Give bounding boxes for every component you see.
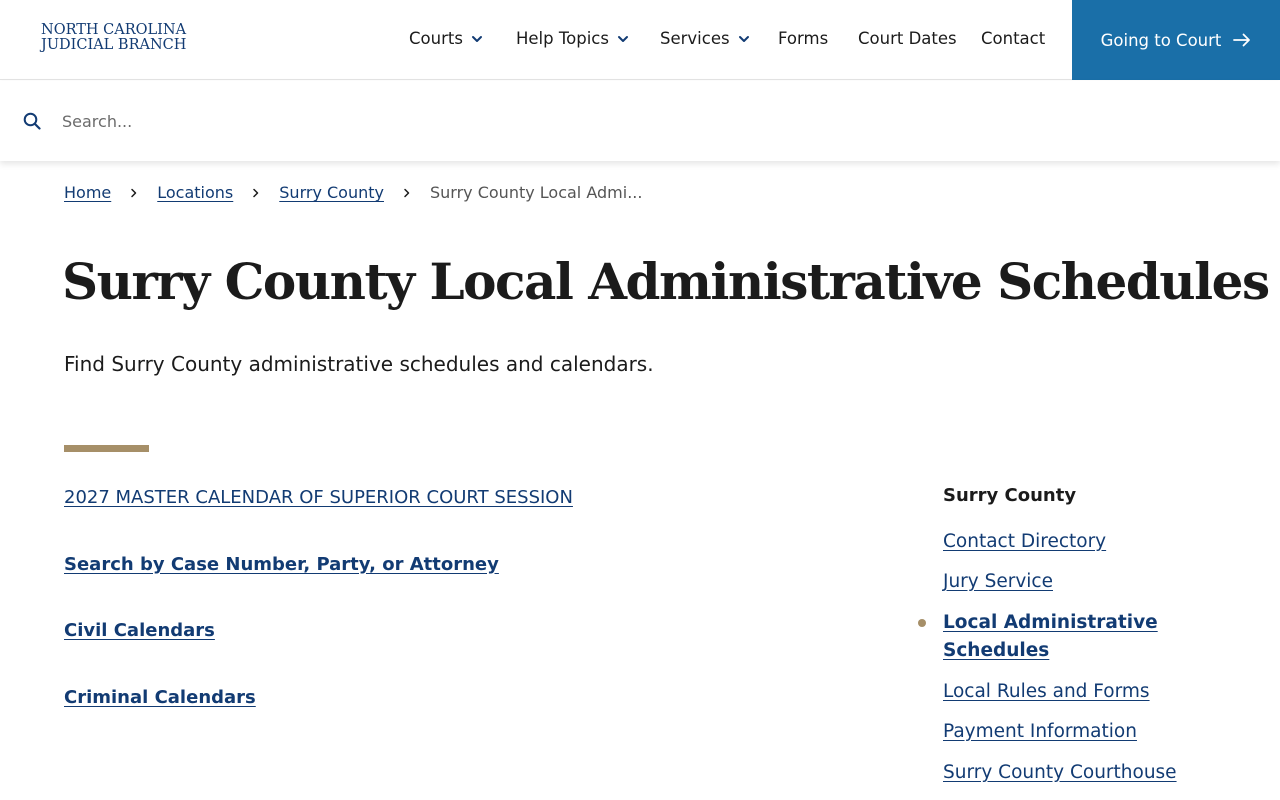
sidebar-item-surry-county-courthouse[interactable]: Surry County Courthouse bbox=[943, 762, 1177, 783]
nav-court-dates-label: Court Dates bbox=[858, 29, 957, 48]
site-header bbox=[0, 0, 1280, 80]
breadcrumb-locations[interactable]: Locations bbox=[157, 183, 234, 202]
nav-forms-label: Forms bbox=[778, 29, 829, 48]
search-input[interactable] bbox=[62, 105, 1242, 137]
nav-courts-label: Courts bbox=[409, 29, 463, 48]
chevron-right-icon bbox=[129, 188, 139, 198]
search-bar bbox=[0, 81, 1280, 161]
nav-contact[interactable] bbox=[981, 29, 1045, 48]
logo-line-2: JUDICIAL BRANCH bbox=[41, 37, 187, 53]
site-logo[interactable] bbox=[41, 23, 186, 53]
going-to-court-button[interactable] bbox=[1072, 0, 1280, 80]
nav-services[interactable] bbox=[660, 29, 751, 48]
chevron-down-icon bbox=[470, 32, 484, 46]
nav-help-topics[interactable] bbox=[516, 29, 630, 48]
breadcrumb-current: Surry County Local Admi... bbox=[429, 183, 643, 202]
chevron-right-icon bbox=[251, 188, 261, 198]
civil-calendars-link[interactable]: Civil Calendars bbox=[64, 620, 215, 641]
going-to-court-label: Going to Court bbox=[1100, 30, 1222, 50]
page-lede: Find Surry County administrative schedules and calendars. bbox=[64, 352, 654, 376]
search-icon[interactable] bbox=[23, 112, 41, 130]
nav-courts[interactable] bbox=[409, 29, 484, 48]
logo-line-1: NORTH CAROLINA bbox=[41, 22, 187, 38]
nav-forms[interactable] bbox=[778, 29, 828, 48]
page-title: Surry County Local Administrative Schedules bbox=[62, 252, 1269, 311]
chevron-right-icon bbox=[402, 188, 412, 198]
chevron-down-icon bbox=[616, 32, 630, 46]
nav-contact-label: Contact bbox=[981, 29, 1046, 48]
chevron-down-icon bbox=[737, 32, 751, 46]
breadcrumb-surry-county[interactable]: Surry County bbox=[279, 183, 384, 202]
nav-services-label: Services bbox=[660, 29, 730, 48]
master-calendar-link[interactable]: 2027 MASTER CALENDAR OF SUPERIOR COURT SESSION bbox=[64, 487, 573, 508]
breadcrumb-home[interactable]: Home bbox=[64, 183, 112, 202]
sidebar-item-jury-service[interactable]: Jury Service bbox=[943, 571, 1053, 592]
nav-court-dates[interactable] bbox=[858, 29, 957, 48]
criminal-calendars-link[interactable]: Criminal Calendars bbox=[64, 687, 256, 708]
accent-divider bbox=[64, 445, 149, 452]
active-indicator-dot bbox=[918, 619, 926, 627]
nav-help-topics-label: Help Topics bbox=[516, 29, 609, 48]
breadcrumb bbox=[64, 183, 642, 202]
case-search-link[interactable]: Search by Case Number, Party, or Attorney bbox=[64, 554, 499, 575]
sidebar-item-payment-information[interactable]: Payment Information bbox=[943, 721, 1137, 742]
sidebar-item-local-rules-and-forms[interactable]: Local Rules and Forms bbox=[943, 681, 1150, 702]
sidebar-title: Surry County bbox=[943, 485, 1077, 506]
sidebar-item-contact-directory[interactable]: Contact Directory bbox=[943, 531, 1107, 552]
sidebar-item-local-administrative-schedules[interactable]: Local Administrative Schedules bbox=[943, 612, 1158, 661]
arrow-right-icon bbox=[1233, 33, 1251, 47]
